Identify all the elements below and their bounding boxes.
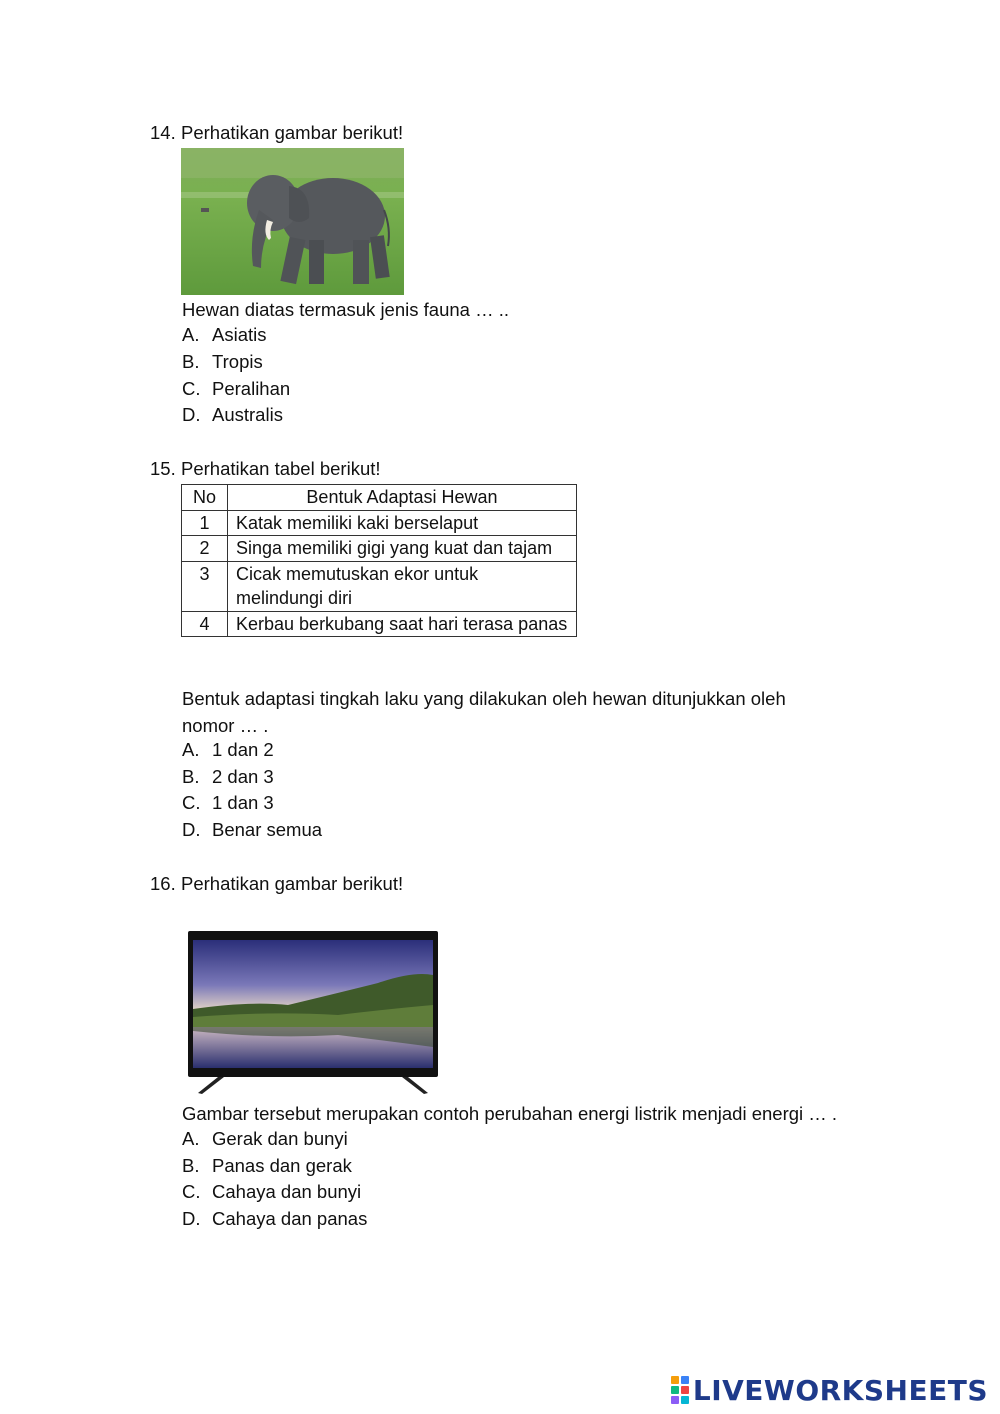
table-header-row [182,485,577,511]
option-text: Benar semua [212,819,323,840]
q15-prompt: Perhatikan tabel berikut! [181,458,381,479]
option-letter: D. [182,1208,201,1229]
option-text: 1 dan 2 [212,739,274,760]
option-letter: B. [182,766,200,787]
television-illustration [188,931,438,1094]
table-row [182,510,577,536]
elephant-photo [181,148,404,295]
option-letter: C. [182,1181,201,1202]
q16-heading [150,873,403,895]
option-letter: B. [182,1155,200,1176]
option-text: 1 dan 3 [212,792,274,813]
row-text: Katak memiliki kaki berselaput [228,510,577,536]
elephant-illustration [181,148,404,295]
q16-option-b[interactable] [182,1155,352,1177]
q15-question [182,686,786,739]
q16-number: 16. [150,873,176,894]
option-letter: D. [182,819,201,840]
option-letter: C. [182,792,201,813]
q14-prompt: Perhatikan gambar berikut! [181,122,404,143]
q16-option-c[interactable] [182,1181,361,1203]
option-letter: A. [182,1128,200,1149]
row-text: Singa memiliki gigi yang kuat dan tajam [228,536,577,562]
q16-option-d[interactable] [182,1208,367,1230]
option-letter: C. [182,378,201,399]
q14-option-c[interactable] [182,378,290,400]
q14-option-b[interactable] [182,351,263,373]
option-text: Cahaya dan panas [212,1208,368,1229]
q15-option-b[interactable] [182,766,274,788]
q16-question: Gambar tersebut merupakan contoh perubahan energi listrik menjadi energi … . [182,1103,838,1124]
header-no: No [182,485,228,511]
liveworksheets-logo[interactable] [671,1372,988,1408]
option-text: Panas dan gerak [212,1155,352,1176]
table-row [182,561,577,611]
table-row [182,611,577,637]
row-text: Cicak memutuskan ekor untuk melindungi diri [228,561,577,611]
option-text: Tropis [212,351,263,372]
row-number: 4 [182,611,228,637]
q14-number: 14. [150,122,176,143]
q14-question: Hewan diatas termasuk jenis fauna … .. [182,299,509,320]
row-number: 2 [182,536,228,562]
q15-question-line2: nomor … . [182,714,269,736]
q14-heading [150,122,403,144]
row-number: 1 [182,510,228,536]
q15-number: 15. [150,458,176,479]
option-text: Australis [212,404,283,425]
row-number: 3 [182,561,228,611]
q14-option-d[interactable] [182,404,283,426]
option-letter: D. [182,404,201,425]
header-adaptation: Bentuk Adaptasi Hewan [228,485,577,511]
option-letter: A. [182,324,200,345]
q15-option-c[interactable] [182,792,274,814]
tv-photo [188,931,438,1094]
liveworksheets-logo-icon [671,1376,689,1404]
logo-text: LIVEWORKSHEETS [692,1373,988,1407]
q15-option-a[interactable] [182,739,274,761]
adaptation-table [181,484,577,637]
option-text: Asiatis [212,324,267,345]
q16-option-a[interactable] [182,1128,348,1150]
q15-question-line1: Bentuk adaptasi tingkah laku yang dilakukan oleh hewan ditunjukkan oleh [182,688,786,709]
q14-option-a[interactable] [182,324,267,346]
q15-option-d[interactable] [182,819,322,841]
option-text: Peralihan [212,378,291,399]
q16-prompt: Perhatikan gambar berikut! [181,873,404,894]
table-row [182,536,577,562]
q15-heading [150,458,381,480]
option-text: Gerak dan bunyi [212,1128,348,1149]
option-text: 2 dan 3 [212,766,274,787]
row-text: Kerbau berkubang saat hari terasa panas [228,611,577,637]
option-letter: A. [182,739,200,760]
option-letter: B. [182,351,200,372]
option-text: Cahaya dan bunyi [212,1181,362,1202]
